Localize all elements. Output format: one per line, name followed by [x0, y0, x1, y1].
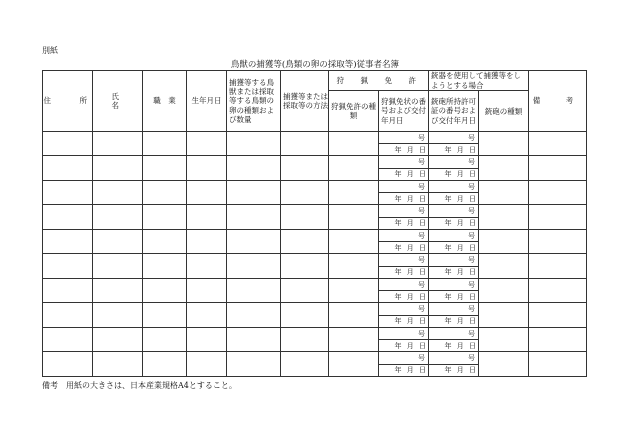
occupation-cell	[143, 229, 187, 254]
occupation-cell	[143, 303, 187, 328]
header-license-type: 狩猟免許の種類	[329, 91, 379, 132]
method-cell	[281, 131, 329, 156]
license-type-cell	[329, 254, 379, 279]
entry-row	[43, 131, 587, 143]
header-name: 氏 名	[93, 71, 143, 132]
header-occupation: 職 業	[143, 71, 187, 132]
permit-date-cell: 年 月 日	[429, 144, 479, 156]
header-remarks: 備 考	[529, 71, 587, 132]
occupation-cell	[143, 205, 187, 230]
entry-row	[43, 229, 587, 241]
permit-number-cell: 号	[429, 303, 479, 315]
page-label: 別紙	[42, 46, 58, 55]
gun-type-cell	[479, 156, 529, 181]
permit-date-cell: 年 月 日	[429, 168, 479, 180]
license-date-cell: 年 月 日	[379, 364, 429, 376]
license-type-cell	[329, 278, 379, 303]
remarks-cell	[529, 254, 587, 279]
name-cell	[93, 254, 143, 279]
entry-row	[43, 156, 587, 168]
occupation-cell	[143, 131, 187, 156]
footnote: 備考 用紙の大きさは、日本産業規格A4とすること。	[42, 381, 237, 390]
gun-type-cell	[479, 254, 529, 279]
birthdate-cell	[187, 278, 227, 303]
remarks-cell	[529, 278, 587, 303]
permit-number-cell: 号	[429, 180, 479, 192]
name-cell	[93, 278, 143, 303]
permit-number-cell: 号	[429, 205, 479, 217]
birthdate-cell	[187, 156, 227, 181]
permit-number-cell: 号	[429, 278, 479, 290]
target-cell	[227, 327, 281, 352]
address-cell	[43, 303, 93, 328]
address-cell	[43, 278, 93, 303]
permit-date-cell: 年 月 日	[429, 193, 479, 205]
entry-row	[43, 180, 587, 192]
target-cell	[227, 156, 281, 181]
occupation-cell	[143, 278, 187, 303]
permit-date-cell: 年 月 日	[429, 266, 479, 278]
license-type-cell	[329, 180, 379, 205]
permit-date-cell: 年 月 日	[429, 364, 479, 376]
license-date-cell: 年 月 日	[379, 291, 429, 303]
header-gun-type: 銃砲の種類	[479, 91, 529, 132]
header-firearm: 銃器を使用して捕獲等をしようとする場合	[429, 71, 529, 91]
header-permit-number: 銃砲所持許可証の番号および交付年月日	[429, 91, 479, 132]
target-cell	[227, 180, 281, 205]
name-cell	[93, 229, 143, 254]
register-table	[42, 70, 587, 377]
occupation-cell	[143, 352, 187, 377]
entry-row	[43, 254, 587, 266]
occupation-cell	[143, 156, 187, 181]
license-number-cell: 号	[379, 303, 429, 315]
permit-date-cell: 年 月 日	[429, 340, 479, 352]
birthdate-cell	[187, 205, 227, 230]
gun-type-cell	[479, 303, 529, 328]
license-type-cell	[329, 131, 379, 156]
target-cell	[227, 205, 281, 230]
entry-row	[43, 327, 587, 339]
address-cell	[43, 131, 93, 156]
address-cell	[43, 156, 93, 181]
license-number-cell: 号	[379, 327, 429, 339]
remarks-cell	[529, 131, 587, 156]
license-date-cell: 年 月 日	[379, 315, 429, 327]
remarks-cell	[529, 352, 587, 377]
method-cell	[281, 180, 329, 205]
remarks-cell	[529, 229, 587, 254]
gun-type-cell	[479, 180, 529, 205]
remarks-cell	[529, 327, 587, 352]
name-cell	[93, 327, 143, 352]
permit-date-cell: 年 月 日	[429, 242, 479, 254]
birthdate-cell	[187, 303, 227, 328]
license-number-cell: 号	[379, 180, 429, 192]
license-number-cell: 号	[379, 254, 429, 266]
gun-type-cell	[479, 352, 529, 377]
license-date-cell: 年 月 日	[379, 144, 429, 156]
license-type-cell	[329, 156, 379, 181]
entry-row	[43, 205, 587, 217]
method-cell	[281, 352, 329, 377]
remarks-cell	[529, 180, 587, 205]
header-license: 狩 猟 免 許	[329, 71, 429, 91]
birthdate-cell	[187, 180, 227, 205]
permit-number-cell: 号	[429, 327, 479, 339]
name-cell	[93, 205, 143, 230]
license-number-cell: 号	[379, 131, 429, 143]
method-cell	[281, 327, 329, 352]
address-cell	[43, 205, 93, 230]
address-cell	[43, 327, 93, 352]
license-type-cell	[329, 303, 379, 328]
permit-number-cell: 号	[429, 131, 479, 143]
license-number-cell: 号	[379, 278, 429, 290]
birthdate-cell	[187, 352, 227, 377]
header-method: 捕獲等または採取等の方法	[281, 71, 329, 132]
method-cell	[281, 229, 329, 254]
license-date-cell: 年 月 日	[379, 168, 429, 180]
gun-type-cell	[479, 131, 529, 156]
address-cell	[43, 254, 93, 279]
permit-number-cell: 号	[429, 229, 479, 241]
remarks-cell	[529, 303, 587, 328]
license-number-cell: 号	[379, 352, 429, 364]
license-number-cell: 号	[379, 156, 429, 168]
gun-type-cell	[479, 229, 529, 254]
address-cell	[43, 229, 93, 254]
license-number-cell: 号	[379, 229, 429, 241]
occupation-cell	[143, 180, 187, 205]
remarks-cell	[529, 205, 587, 230]
target-cell	[227, 303, 281, 328]
permit-number-cell: 号	[429, 352, 479, 364]
address-cell	[43, 180, 93, 205]
header-target: 捕獲等する鳥獣または採取等する鳥類の卵の種類および数量	[227, 71, 281, 132]
license-date-cell: 年 月 日	[379, 217, 429, 229]
gun-type-cell	[479, 327, 529, 352]
license-date-cell: 年 月 日	[379, 266, 429, 278]
target-cell	[227, 131, 281, 156]
birthdate-cell	[187, 254, 227, 279]
method-cell	[281, 205, 329, 230]
license-type-cell	[329, 205, 379, 230]
target-cell	[227, 278, 281, 303]
name-cell	[93, 156, 143, 181]
document-title: 鳥獣の捕獲等(鳥類の卵の採取等)従事者名簿	[230, 60, 400, 70]
birthdate-cell	[187, 229, 227, 254]
method-cell	[281, 303, 329, 328]
header-license-number: 狩猟免状の番号および交付年月日	[379, 91, 429, 132]
name-cell	[93, 303, 143, 328]
target-cell	[227, 352, 281, 377]
name-cell	[93, 352, 143, 377]
target-cell	[227, 229, 281, 254]
header-address: 住 所	[43, 71, 93, 132]
permit-number-cell: 号	[429, 156, 479, 168]
name-cell	[93, 131, 143, 156]
name-cell	[93, 180, 143, 205]
target-cell	[227, 254, 281, 279]
license-date-cell: 年 月 日	[379, 340, 429, 352]
gun-type-cell	[479, 205, 529, 230]
method-cell	[281, 254, 329, 279]
entry-row	[43, 278, 587, 290]
header-birthdate: 生年月日	[187, 71, 227, 132]
entry-row	[43, 303, 587, 315]
permit-date-cell: 年 月 日	[429, 315, 479, 327]
license-type-cell	[329, 229, 379, 254]
birthdate-cell	[187, 327, 227, 352]
method-cell	[281, 278, 329, 303]
remarks-cell	[529, 156, 587, 181]
method-cell	[281, 156, 329, 181]
address-cell	[43, 352, 93, 377]
license-type-cell	[329, 327, 379, 352]
entry-row	[43, 352, 587, 364]
permit-date-cell: 年 月 日	[429, 291, 479, 303]
gun-type-cell	[479, 278, 529, 303]
license-date-cell: 年 月 日	[379, 242, 429, 254]
permit-number-cell: 号	[429, 254, 479, 266]
license-type-cell	[329, 352, 379, 377]
occupation-cell	[143, 327, 187, 352]
birthdate-cell	[187, 131, 227, 156]
occupation-cell	[143, 254, 187, 279]
license-number-cell: 号	[379, 205, 429, 217]
license-date-cell: 年 月 日	[379, 193, 429, 205]
permit-date-cell: 年 月 日	[429, 217, 479, 229]
